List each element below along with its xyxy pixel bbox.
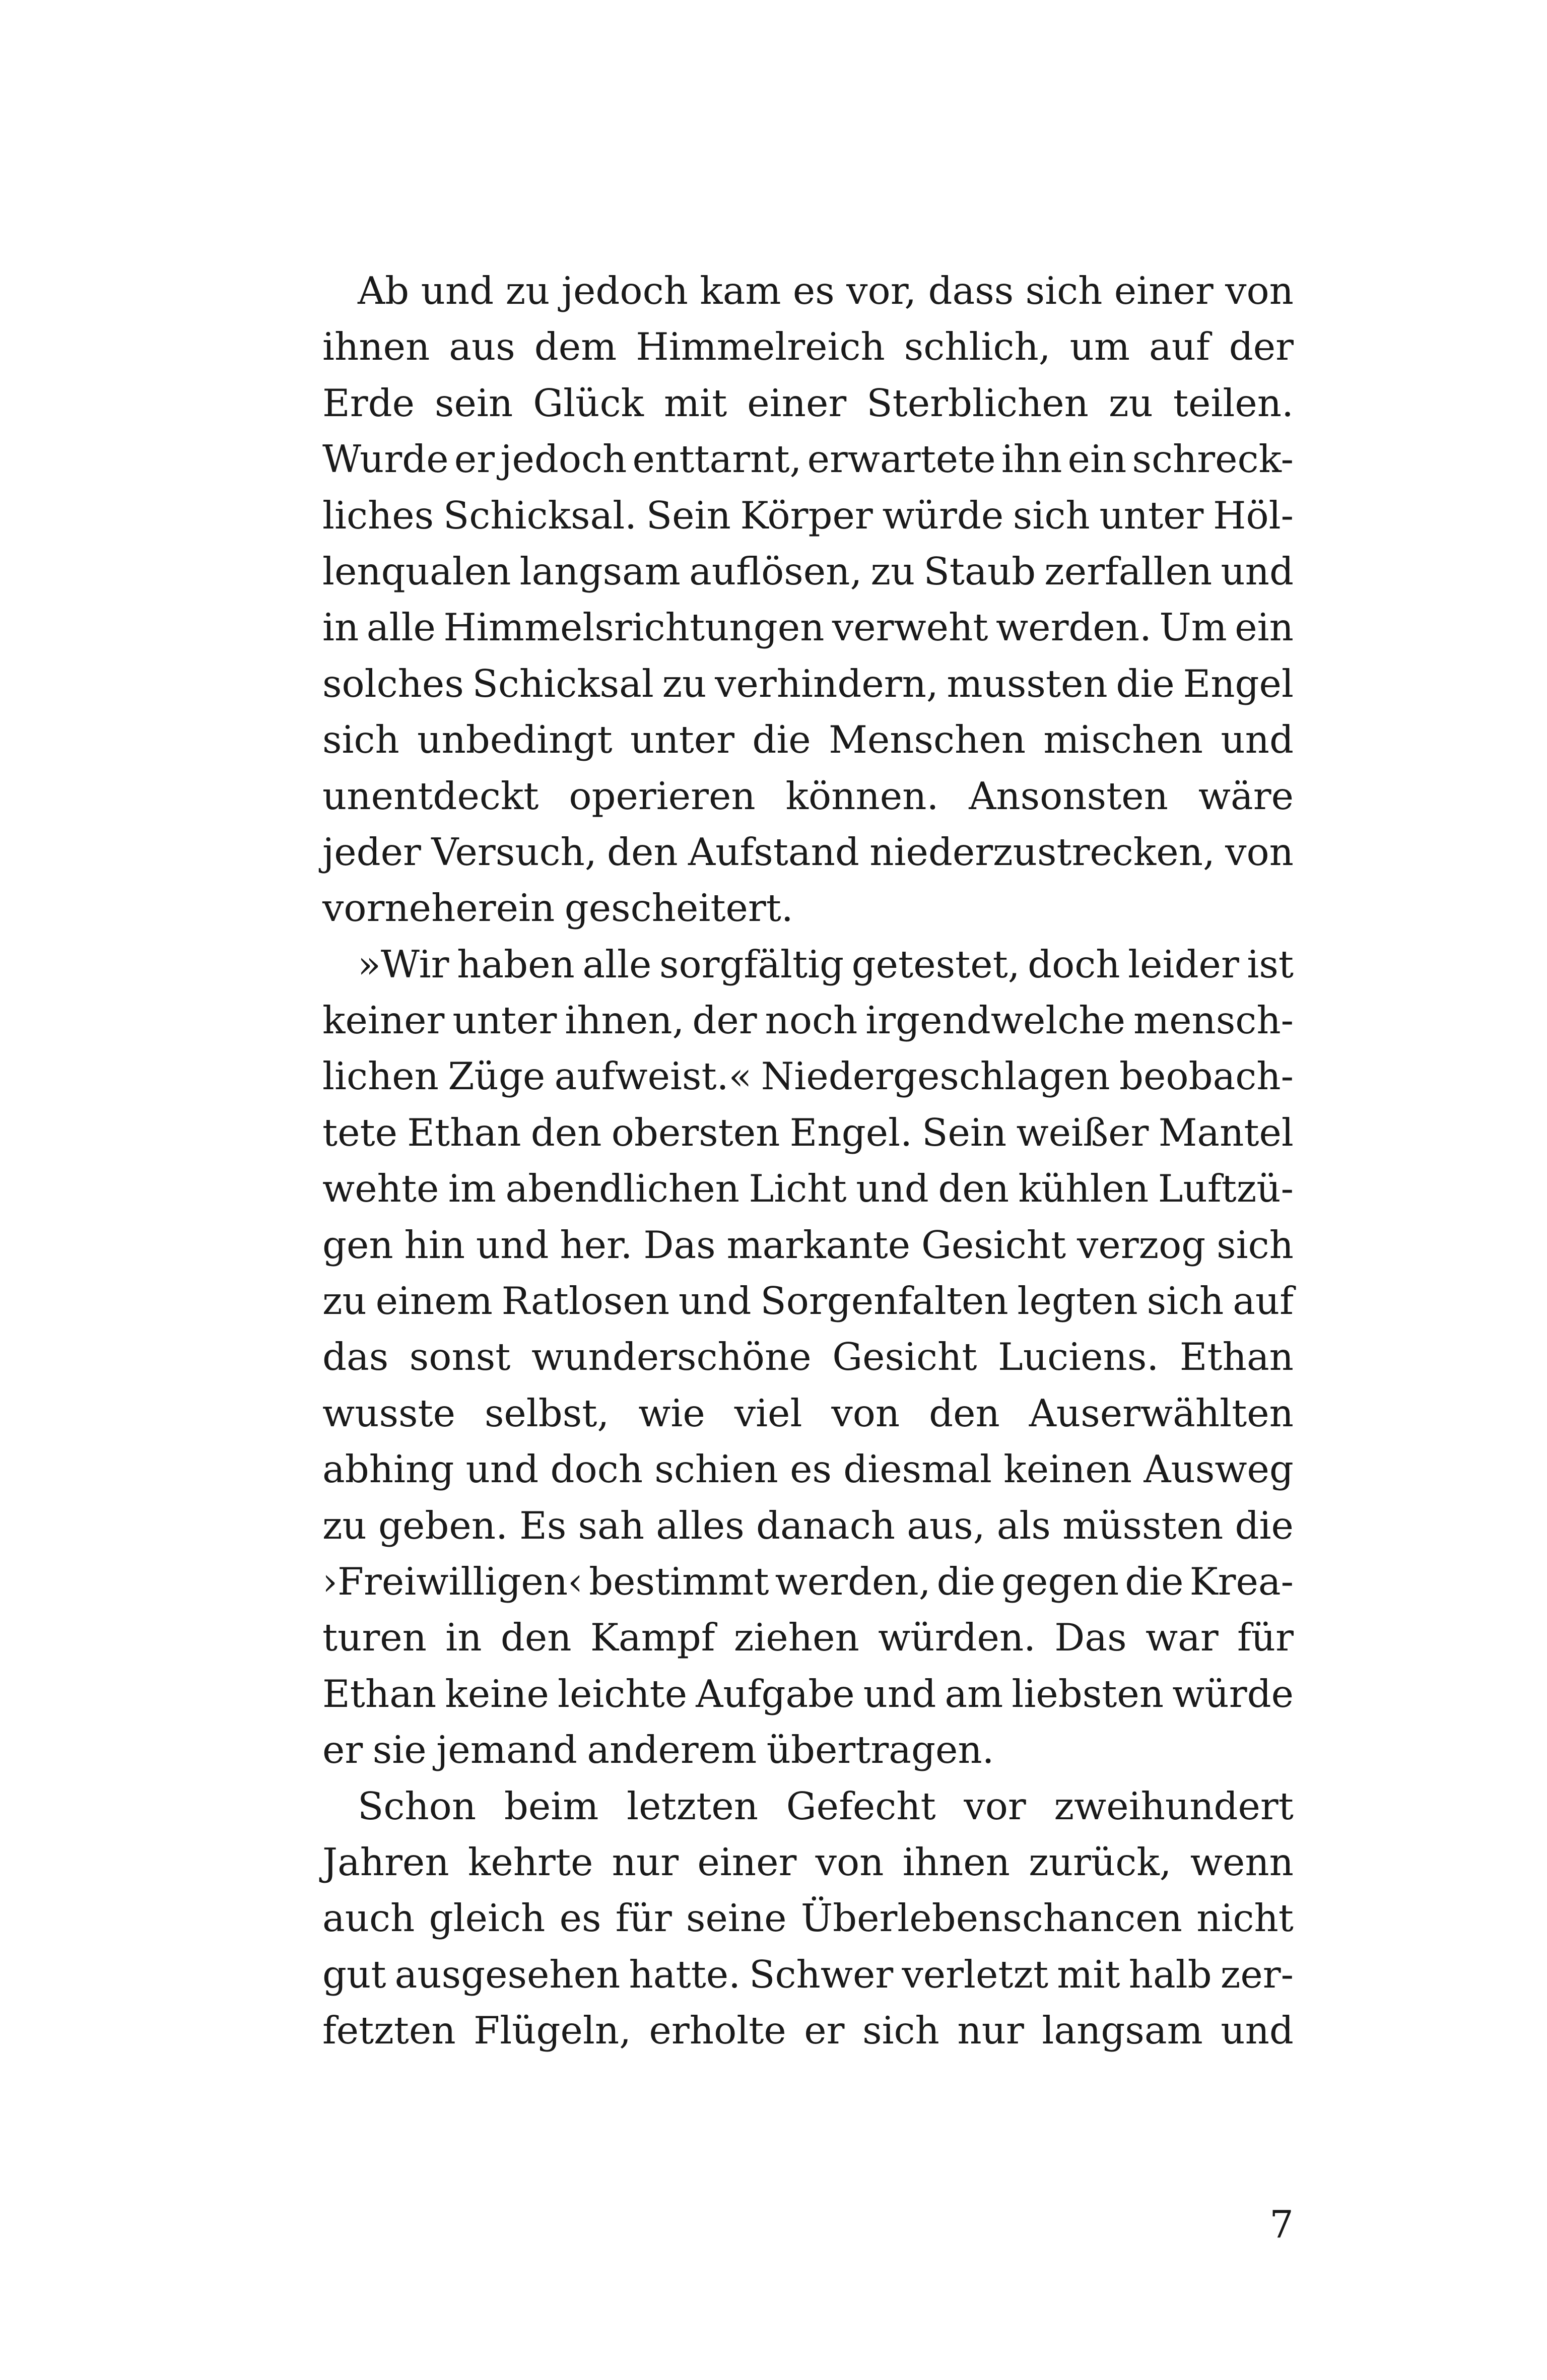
word: keine [445,1671,549,1716]
word: Aufstand [688,829,859,874]
text-line [322,1217,1294,1273]
text-line [322,1105,1294,1161]
word: Luftzü- [1158,1166,1294,1211]
word: Sorgenfalten [760,1279,1008,1324]
word: jedoch [561,269,688,313]
text-line [322,1441,1294,1497]
word: einer [1114,269,1214,313]
word: markante [726,1222,911,1267]
word: sich [1217,1222,1294,1267]
word: teilen. [1173,380,1294,425]
word: doch [1028,942,1120,986]
word: werden, [775,1559,931,1604]
word: zu [322,1279,367,1324]
word: Engel [1183,661,1294,706]
text-line [322,2003,1294,2059]
word: verweht [832,605,988,650]
word: lichen [322,1054,439,1099]
word: lenqualen [322,549,511,593]
word: wie [638,1391,705,1435]
word: aufweist.« [554,1054,752,1099]
word: unbedingt [417,717,613,762]
word: werden. [995,605,1152,650]
word: gegen [1001,1559,1119,1604]
word: halb [1128,1952,1212,1997]
word: und [678,1279,752,1324]
word: mensch- [1133,998,1294,1043]
text-line [322,1666,1294,1722]
word: leider [1128,942,1239,986]
word: unentdeckt [322,773,539,818]
word: schlich, [904,324,1051,369]
word: zu [322,1503,367,1548]
word: Gefecht [786,1783,936,1828]
word: für [1237,1615,1294,1660]
word: leichte [557,1671,688,1716]
word: und [1221,717,1294,762]
word: aus [449,324,515,369]
word: mussten [947,661,1108,706]
word: müssten [1062,1503,1224,1548]
text-line [322,488,1294,544]
word: nur [957,2008,1024,2053]
word: sorgfältig [659,942,844,986]
word: einer [747,380,847,425]
word: zurück, [1029,1839,1172,1884]
word: legten [1017,1279,1138,1324]
word: her. [560,1222,633,1267]
word: Sein [922,1110,1007,1155]
word: Auserwählten [1029,1391,1294,1435]
text-line [322,712,1294,768]
word: tete [322,1110,398,1155]
word: unter [630,717,734,762]
word: keiner [322,998,445,1043]
word: den [929,1391,1000,1435]
text-line [322,1722,1294,1778]
word: langsam [1042,2008,1203,2053]
word: und [1221,549,1294,593]
word: die [1125,1559,1184,1604]
word: sich [1147,1279,1224,1324]
word: fetzten [322,2008,456,2053]
word: die [1116,661,1175,706]
text-line [322,768,1294,824]
text-line [322,431,1294,487]
word: es [790,1447,832,1492]
body-text [322,263,1294,2059]
word: würde [1172,1671,1294,1716]
word: und [476,1222,549,1267]
word: getestet, [851,942,1020,986]
word: Schicksal. [443,493,637,538]
text-line [322,937,1294,993]
text-line [322,1947,1294,2003]
word: Staub [923,549,1036,593]
word: sonst [409,1335,511,1379]
word: doch [550,1447,643,1492]
word: ›Freiwilligen‹ [322,1559,583,1604]
word: zu [1109,380,1153,425]
word: niederzustrecken, [869,829,1215,874]
word: Gesicht [921,1222,1066,1267]
word: er [804,2008,845,2053]
word: Licht [749,1166,847,1211]
word: ist [1247,942,1294,986]
text-line [322,600,1294,655]
word: Ethan [1179,1335,1294,1379]
word: enttarnt, [632,437,802,482]
word: er [322,1728,363,1772]
word: Es [519,1503,567,1548]
word: Mantel [1158,1110,1294,1155]
word: ein [1235,605,1294,650]
word: verzog [1077,1222,1206,1267]
word: Gesicht [832,1335,977,1379]
word: Ausweg [1144,1447,1294,1492]
text-line [322,880,1294,936]
word: von [815,1839,884,1884]
word: um [1069,324,1130,369]
word: Körper [740,493,873,538]
word: einer [697,1839,797,1884]
text-line [322,1498,1294,1554]
word: von [1225,829,1294,874]
word: Aufgabe [696,1671,855,1716]
word: Jahren [322,1839,449,1884]
word: im [448,1166,497,1211]
word: es [792,269,835,313]
word: ihnen [902,1839,1010,1884]
word: noch [765,998,858,1043]
word: geben. [378,1503,508,1548]
word: die [936,1559,995,1604]
word: beobach- [1119,1054,1294,1099]
text-line [322,375,1294,431]
word: ein [1067,437,1127,482]
word: und [465,1447,539,1492]
text-line [322,544,1294,600]
word: Krea- [1189,1559,1294,1604]
word: letzten [627,1783,759,1828]
word: würde [882,493,1004,538]
word: Schicksal [472,661,654,706]
word: Züge [448,1054,546,1099]
word: vorneherein [322,886,555,931]
word: auf [1233,1279,1294,1324]
page-number: 7 [1269,2202,1294,2246]
word: ihnen, [565,998,685,1043]
word: seine [686,1896,787,1941]
word: Erde [322,380,415,425]
word: und [421,269,494,313]
word: dem [534,324,617,369]
word: den [938,1166,1010,1211]
text-line [322,656,1294,712]
word: als [996,1503,1051,1548]
word: den [530,1110,602,1155]
word: zer- [1220,1952,1294,1997]
word: sich [862,2008,939,2053]
word: abhing [322,1447,454,1492]
word: jemand [436,1728,577,1772]
word: Höl- [1213,493,1294,538]
word: schien [654,1447,778,1492]
word: unter [452,998,557,1043]
word: Niedergeschlagen [761,1054,1110,1099]
text-line [322,1890,1294,1946]
word: zu [505,269,550,313]
word: sein [435,380,513,425]
word: gut [322,1952,386,1997]
word: sah [578,1503,645,1548]
word: vor [964,1783,1026,1828]
word: jedoch [500,437,627,482]
word: Luciens. [998,1335,1159,1379]
word: ihnen [322,324,430,369]
word: Um [1159,605,1227,650]
word: der [1229,324,1294,369]
word: mit [1057,1952,1120,1997]
word: jeder [322,829,421,874]
word: in [322,605,359,650]
word: turen [322,1615,427,1660]
word: Das [643,1222,716,1267]
word: sich [1025,269,1103,313]
word: »Wir [358,942,449,986]
word: Menschen [829,717,1026,762]
word: selbst, [484,1391,610,1435]
word: von [831,1391,900,1435]
word: Ansonsten [969,773,1168,818]
word: mit [663,380,727,425]
word: wenn [1190,1839,1294,1884]
text-line [322,1834,1294,1890]
word: erwartete [807,437,996,482]
word: liebsten [1012,1671,1164,1716]
word: wehte [322,1166,439,1211]
word: den [607,829,678,874]
word: Sein [646,493,731,538]
word: das [322,1335,389,1379]
text-line [322,263,1294,319]
word: solches [322,661,464,706]
word: er [454,437,495,482]
word: anderem [587,1728,757,1772]
word: diesmal [843,1447,992,1492]
word: ihn [1001,437,1062,482]
word: unter [1099,493,1204,538]
word: Überlebenschancen [800,1896,1182,1941]
word: die [1235,1503,1294,1548]
word: ausgesehen [394,1952,621,1997]
word: gescheitert. [564,886,793,931]
word: nicht [1196,1896,1294,1941]
word: und [856,1166,929,1211]
word: erholte [649,2008,786,2053]
text-line [322,319,1294,375]
word: Himmelsrichtungen [443,605,825,650]
word: bestimmt [589,1559,769,1604]
word: wäre [1198,773,1294,818]
word: wusste [322,1391,456,1435]
word: hin [404,1222,465,1267]
word: liches [322,493,434,538]
word: abendlichen [505,1166,739,1211]
word: Schwer [749,1952,894,1997]
text-line [322,1329,1294,1385]
word: Ratlosen [501,1279,670,1324]
word: Das [1054,1615,1127,1660]
word: zu [870,549,915,593]
word: Sterblichen [866,380,1089,425]
word: kam [700,269,781,313]
word: Wurde [322,437,449,482]
text-line [322,1385,1294,1441]
text-line [322,1554,1294,1610]
word: zerfallen [1044,549,1213,593]
word: Ethan [407,1110,521,1155]
word: wunderschöne [531,1335,812,1379]
word: von [1225,269,1294,313]
word: Ab [358,269,410,313]
word: sich [1013,493,1090,538]
word: kühlen [1018,1166,1149,1211]
text-line [322,1161,1294,1217]
word: zu [662,661,707,706]
word: viel [734,1391,802,1435]
word: es [559,1896,601,1941]
word: danach [756,1503,896,1548]
word: die [752,717,811,762]
word: obersten [611,1110,780,1155]
word: Ethan [322,1671,437,1716]
word: am [945,1671,1003,1716]
word: übertragen. [766,1728,994,1772]
word: auch [322,1896,415,1941]
word: keinen [1003,1447,1132,1492]
word: mischen [1043,717,1203,762]
word: Engel. [789,1110,912,1155]
word: würden. [878,1615,1036,1660]
word: gen [322,1222,393,1267]
word: den [500,1615,572,1660]
word: dass [928,269,1014,313]
word: Versuch, [431,829,597,874]
word: einem [375,1279,493,1324]
word: können. [785,773,939,818]
text-line [322,1048,1294,1104]
word: schreck- [1132,437,1294,482]
word: operieren [569,773,756,818]
word: Kampf [590,1615,715,1660]
word: verhindern, [715,661,938,706]
text-line [322,1273,1294,1329]
word: kehrte [467,1839,593,1884]
word: für [615,1896,672,1941]
word: langsam [519,549,681,593]
word: und [1221,2008,1294,2053]
text-line [322,824,1294,880]
word: vor, [846,269,917,313]
word: verletzt [902,1952,1049,1997]
text-line [322,1610,1294,1666]
word: und [863,1671,936,1716]
word: alles [656,1503,745,1548]
word: alle [582,942,652,986]
word: sich [322,717,399,762]
word: in [445,1615,482,1660]
word: Schon [358,1783,477,1828]
word: Flügeln, [474,2008,632,2053]
word: war [1145,1615,1219,1660]
word: aus, [907,1503,985,1548]
word: beim [504,1783,599,1828]
word: zweihundert [1054,1783,1294,1828]
word: haben [457,942,575,986]
word: sie [372,1728,427,1772]
word: weißer [1016,1110,1149,1155]
word: gleich [429,1896,546,1941]
word: irgendwelche [865,998,1126,1043]
word: ziehen [733,1615,859,1660]
word: der [692,998,757,1043]
word: auf [1149,324,1210,369]
word: nur [612,1839,679,1884]
word: auflösen, [689,549,862,593]
word: Himmelreich [636,324,885,369]
word: hatte. [629,1952,741,1997]
word: Glück [533,380,644,425]
text-line [322,993,1294,1048]
text-line [322,1778,1294,1834]
word: alle [366,605,436,650]
